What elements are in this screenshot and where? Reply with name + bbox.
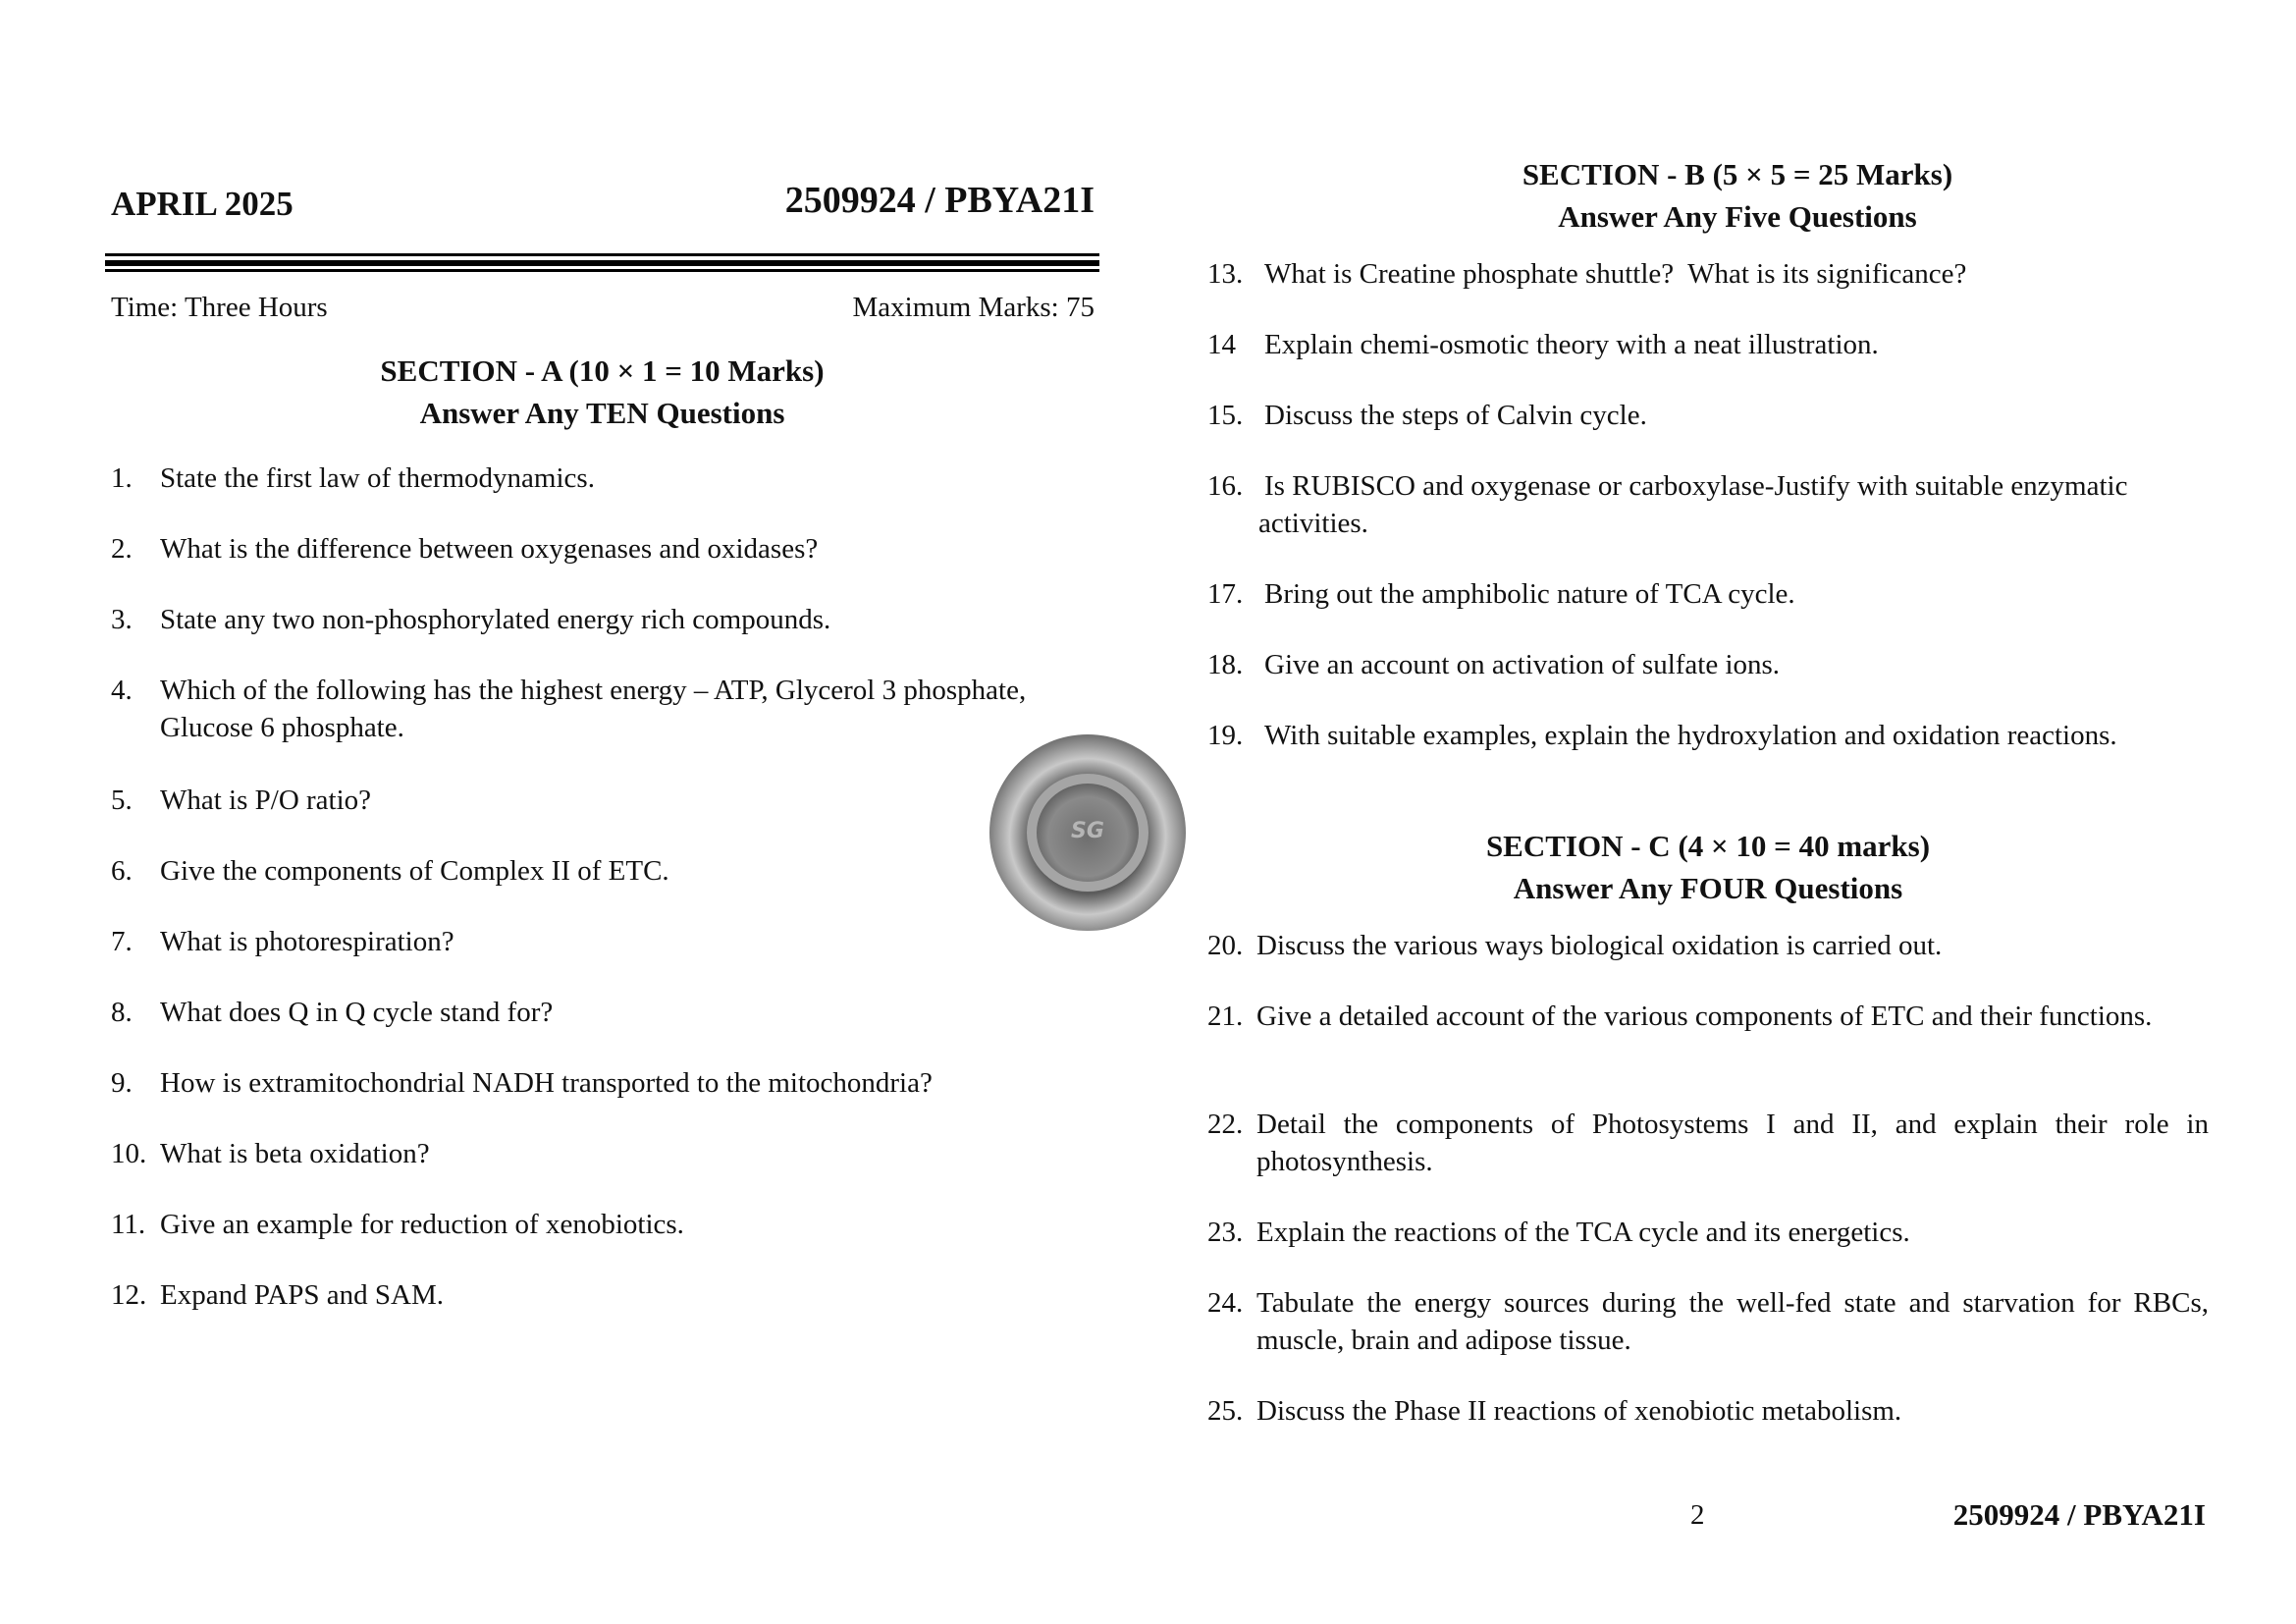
paper-code-header: 2509924 / PBYA21I bbox=[784, 180, 1095, 221]
section-c-heading bbox=[1198, 825, 2218, 909]
section-c-title: SECTION - C (4 × 10 = 40 marks) bbox=[1485, 829, 1931, 863]
question-number: 25. bbox=[1207, 1395, 1244, 1427]
question-number: 9. bbox=[111, 1067, 133, 1099]
question-item bbox=[1207, 467, 2130, 542]
college-emblem-icon bbox=[989, 734, 1186, 931]
question-text: Which of the following has the highest energy – ATP, Glycerol 3 phosphate, Glucose 6 phosphate. bbox=[160, 675, 1027, 743]
question-number: 5. bbox=[111, 785, 133, 816]
section-b-heading bbox=[1198, 153, 2277, 238]
question-item bbox=[111, 1206, 1093, 1243]
question-item bbox=[111, 852, 975, 890]
question-item bbox=[111, 460, 1093, 497]
page-number: 2 bbox=[1690, 1499, 1705, 1531]
question-number: 11. bbox=[111, 1209, 146, 1240]
question-number: 19. bbox=[1207, 720, 1244, 751]
question-item bbox=[1207, 397, 2287, 434]
question-number: 10. bbox=[111, 1138, 147, 1169]
exam-duration: Time: Three Hours bbox=[111, 292, 328, 323]
question-text: Detail the components of Photosystems I and II, and explain their role in photosynthesis. bbox=[1256, 1109, 2209, 1177]
question-number: 17. bbox=[1207, 578, 1244, 610]
question-text: What is the difference between oxygenases and oxidases? bbox=[160, 533, 819, 565]
question-text: Is RUBISCO and oxygenase or carboxylase-Justify with suitable enzymatic activities. bbox=[1258, 470, 2128, 539]
question-item bbox=[1207, 1392, 2209, 1430]
question-text: With suitable examples, explain the hydroxylation and oxidation reactions. bbox=[1264, 720, 2117, 751]
question-item bbox=[1207, 575, 2287, 613]
question-text: How is extramitochondrial NADH transported to the mitochondria? bbox=[160, 1067, 933, 1099]
question-text: Explain chemi-osmotic theory with a neat illustration. bbox=[1264, 329, 1879, 360]
question-number: 14 bbox=[1207, 329, 1236, 360]
question-number: 22. bbox=[1207, 1109, 1244, 1140]
question-number: 2. bbox=[111, 533, 133, 565]
question-text: What is beta oxidation? bbox=[160, 1138, 430, 1169]
question-item bbox=[1207, 998, 2209, 1035]
divider-line-bottom bbox=[105, 269, 1099, 272]
question-item bbox=[111, 994, 1093, 1031]
question-text: Discuss the Phase II reactions of xenobiotic metabolism. bbox=[1256, 1395, 1902, 1427]
question-item bbox=[1207, 326, 2287, 363]
section-a-instruction: Answer Any TEN Questions bbox=[419, 396, 785, 430]
question-item bbox=[111, 601, 1093, 638]
exam-month: APRIL 2025 bbox=[111, 185, 294, 223]
question-text: What is Creatine phosphate shuttle? What is its significance? bbox=[1264, 258, 1967, 290]
question-text: What does Q in Q cycle stand for? bbox=[160, 997, 554, 1028]
section-b-title: SECTION - B (5 × 5 = 25 Marks) bbox=[1522, 157, 1953, 191]
question-item bbox=[111, 530, 1093, 568]
question-number: 8. bbox=[111, 997, 133, 1028]
question-text: What is photorespiration? bbox=[160, 926, 454, 957]
question-text: Explain the reactions of the TCA cycle and its energetics. bbox=[1256, 1217, 1910, 1248]
question-number: 15. bbox=[1207, 400, 1244, 431]
question-number: 20. bbox=[1207, 930, 1244, 961]
paper-code-footer: 2509924 / PBYA21I bbox=[1952, 1497, 2206, 1532]
divider-line-top bbox=[105, 253, 1099, 256]
question-number: 3. bbox=[111, 604, 133, 635]
question-text: Give an example for reduction of xenobiotics. bbox=[160, 1209, 684, 1240]
question-number: 23. bbox=[1207, 1217, 1244, 1248]
question-item bbox=[111, 782, 975, 819]
question-item bbox=[1207, 1106, 2209, 1180]
question-item bbox=[1207, 646, 2287, 683]
question-item bbox=[111, 923, 975, 960]
question-item bbox=[1207, 255, 2287, 293]
question-number: 13. bbox=[1207, 258, 1244, 290]
emblem-text: SG bbox=[1071, 819, 1104, 843]
question-item bbox=[111, 1276, 1093, 1314]
question-number: 7. bbox=[111, 926, 133, 957]
question-text: Tabulate the energy sources during the well-fed state and starvation for RBCs, muscle, brain and adipose tissue. bbox=[1256, 1287, 2209, 1356]
question-item bbox=[111, 1064, 1112, 1102]
question-number: 4. bbox=[111, 675, 133, 706]
question-number: 21. bbox=[1207, 1001, 1244, 1032]
question-item bbox=[1207, 1284, 2209, 1359]
question-text: Give an account on activation of sulfate ions. bbox=[1264, 649, 1781, 680]
question-text: Give a detailed account of the various components of ETC and their functions. bbox=[1256, 1001, 2153, 1032]
section-a-heading bbox=[105, 350, 1099, 434]
question-item bbox=[111, 1135, 1093, 1172]
question-text: State any two non-phosphorylated energy rich compounds. bbox=[160, 604, 831, 635]
divider-line-middle bbox=[105, 260, 1099, 266]
question-number: 24. bbox=[1207, 1287, 1244, 1319]
question-text: Discuss the steps of Calvin cycle. bbox=[1264, 400, 1647, 431]
question-item bbox=[111, 672, 1034, 746]
question-text: State the first law of thermodynamics. bbox=[160, 462, 595, 494]
question-item bbox=[1207, 927, 2209, 964]
question-number: 6. bbox=[111, 855, 133, 887]
section-a-title: SECTION - A (10 × 1 = 10 Marks) bbox=[380, 353, 825, 388]
question-text: Expand PAPS and SAM. bbox=[160, 1279, 444, 1311]
question-text: Discuss the various ways biological oxidation is carried out. bbox=[1256, 930, 1943, 961]
question-item bbox=[1207, 717, 2296, 754]
section-c-instruction: Answer Any FOUR Questions bbox=[1513, 871, 1903, 905]
question-item bbox=[1207, 1214, 2209, 1251]
maximum-marks: Maximum Marks: 75 bbox=[852, 292, 1095, 323]
question-text: What is P/O ratio? bbox=[160, 785, 372, 816]
question-number: 1. bbox=[111, 462, 133, 494]
section-b-instruction: Answer Any Five Questions bbox=[1558, 199, 1917, 234]
question-number: 18. bbox=[1207, 649, 1244, 680]
question-text: Bring out the amphibolic nature of TCA cycle. bbox=[1264, 578, 1795, 610]
question-number: 16. bbox=[1207, 470, 1244, 502]
question-number: 12. bbox=[111, 1279, 147, 1311]
question-text: Give the components of Complex II of ETC. bbox=[160, 855, 669, 887]
